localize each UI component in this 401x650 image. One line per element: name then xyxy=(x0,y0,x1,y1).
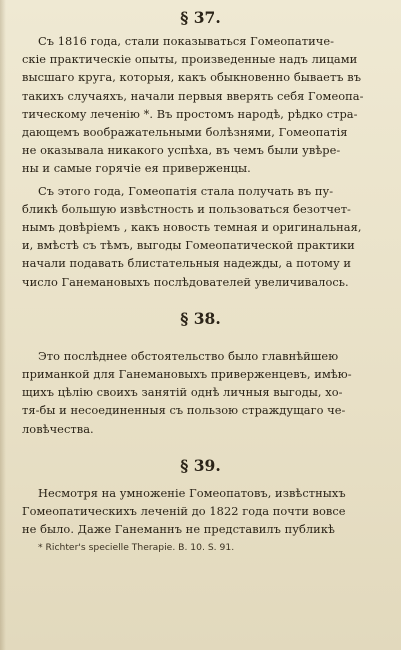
section-37 xyxy=(22,8,379,291)
section-heading: § 39. xyxy=(180,455,221,475)
text-line: нымъ довѣріемъ , какъ новость темная и оригинальная, xyxy=(22,220,362,235)
text-line: Несмотря на умноженіе Гомеопатовъ, извѣстныхъ xyxy=(38,485,346,500)
section-heading: § 38. xyxy=(180,308,221,328)
text-line: и, вмѣстѣ съ тѣмъ, выгоды Гомеопатической практики xyxy=(22,238,355,253)
text-line: такихъ случаяхъ, начали первыя вверять себя Гомеопа- xyxy=(22,88,364,103)
text-line: приманкой для Ганемановыхъ приверженцевъ, имѣю- xyxy=(22,367,352,382)
text-line: высшаго круга, которыя, какъ обыкновенно бываетъ въ xyxy=(22,70,362,85)
text-line: ловѣчества. xyxy=(22,421,94,436)
footnote: * Richter's specielle Therapie. B. 10. S. 91. xyxy=(38,542,235,554)
paragraph xyxy=(22,32,379,178)
text-line: бликѣ большую извѣстность и пользоваться безотчет- xyxy=(22,201,351,216)
text-line: тя-бы и несоединенныя съ пользою страждущаго че- xyxy=(22,403,346,418)
text-line: тическому леченію *. Въ простомъ народѣ, рѣдко стра- xyxy=(22,106,358,121)
text-line: начали подавать блистательныя надежды, а потому и xyxy=(22,256,352,271)
text-line: ны и самые горячіе ея приверженцы. xyxy=(22,161,251,176)
text-line: число Ганемановыхъ послѣдователей увеличивалось. xyxy=(22,274,349,289)
section-38 xyxy=(22,309,379,438)
text-line: скіе практическіе опыты, произведенные надъ лицами xyxy=(22,52,358,67)
section-heading: § 37. xyxy=(180,8,221,27)
text-line: щихъ цѣлію своихъ занятій однѣ личныя выгоды, хо- xyxy=(22,385,343,400)
section-39 xyxy=(22,456,379,539)
text-line: Это послѣднее обстоятельство было главнѣйшею xyxy=(38,348,339,363)
text-line: Съ 1816 года, стали показываться Гомеопатиче- xyxy=(38,34,335,48)
text-line: дающемъ воображательными болѣзнями, Гомеопатія xyxy=(22,125,348,140)
text-line: не было. Даже Ганеманнъ не представилъ публикѣ xyxy=(22,522,335,537)
text-line: не оказывала никакого успѣха, въ чемъ были увѣре- xyxy=(22,143,341,158)
paragraph xyxy=(22,484,379,539)
text-line: Гомеопатическихъ леченій до 1822 года почти вовсе xyxy=(22,504,346,519)
paragraph xyxy=(22,182,379,291)
paragraph xyxy=(22,347,379,438)
text-line: Съ этого года, Гомеопатія стала получать въ пу- xyxy=(38,183,334,198)
